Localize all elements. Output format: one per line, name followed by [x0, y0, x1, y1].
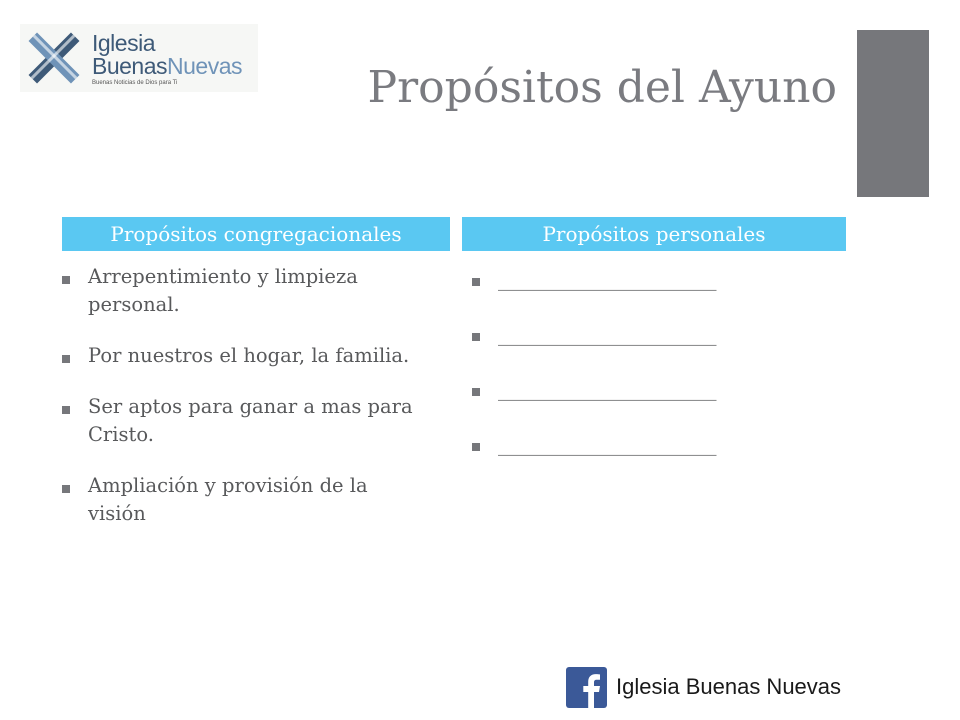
list-item — [62, 393, 422, 449]
list-item — [472, 321, 812, 376]
list-item — [62, 342, 422, 370]
square-bullet-icon — [62, 485, 70, 493]
square-bullet-icon — [472, 333, 480, 341]
square-bullet-icon — [472, 388, 480, 396]
list-item-text: Ampliación y provisión de la visión — [88, 474, 368, 525]
list-item — [472, 376, 812, 431]
list-item — [472, 431, 812, 486]
blank-line: _______________________ — [498, 434, 717, 456]
congregational-purposes-list — [62, 263, 422, 551]
facebook-page-name[interactable]: Iglesia Buenas Nuevas — [616, 674, 842, 699]
list-item-text: Ser aptos para ganar a mas para Cristo. — [88, 395, 413, 446]
facebook-icon[interactable] — [566, 667, 607, 708]
square-bullet-icon — [62, 276, 70, 284]
square-bullet-icon — [472, 278, 480, 286]
square-bullet-icon — [472, 443, 480, 451]
list-item — [472, 266, 812, 321]
blank-line: _______________________ — [498, 379, 717, 401]
square-bullet-icon — [62, 406, 70, 414]
slide-title: Propósitos del Ayuno — [367, 62, 837, 113]
personal-purposes-list — [472, 266, 812, 486]
list-item — [62, 472, 422, 528]
congregational-purposes-header: Propósitos congregacionales — [62, 217, 450, 251]
list-item-text: Por nuestros el hogar, la familia. — [88, 344, 410, 367]
blank-line: _______________________ — [498, 269, 717, 291]
list-item-text: Arrepentimiento y limpieza personal. — [88, 265, 358, 316]
logo-text-buenas: Buenas — [92, 53, 168, 79]
logo-text-line2 — [92, 55, 242, 78]
list-item — [62, 263, 422, 319]
personal-purposes-header: Propósitos personales — [462, 217, 846, 251]
decorative-side-bar — [857, 30, 929, 197]
logo-tagline: Buenas Noticias de Dios para Ti — [92, 80, 178, 86]
blank-line: _______________________ — [498, 324, 717, 346]
logo-text-nuevas: Nuevas — [167, 53, 242, 79]
square-bullet-icon — [62, 355, 70, 363]
church-logo — [20, 24, 258, 92]
cross-emblem-icon — [20, 24, 88, 92]
logo-text-line1: Iglesia — [92, 30, 155, 56]
